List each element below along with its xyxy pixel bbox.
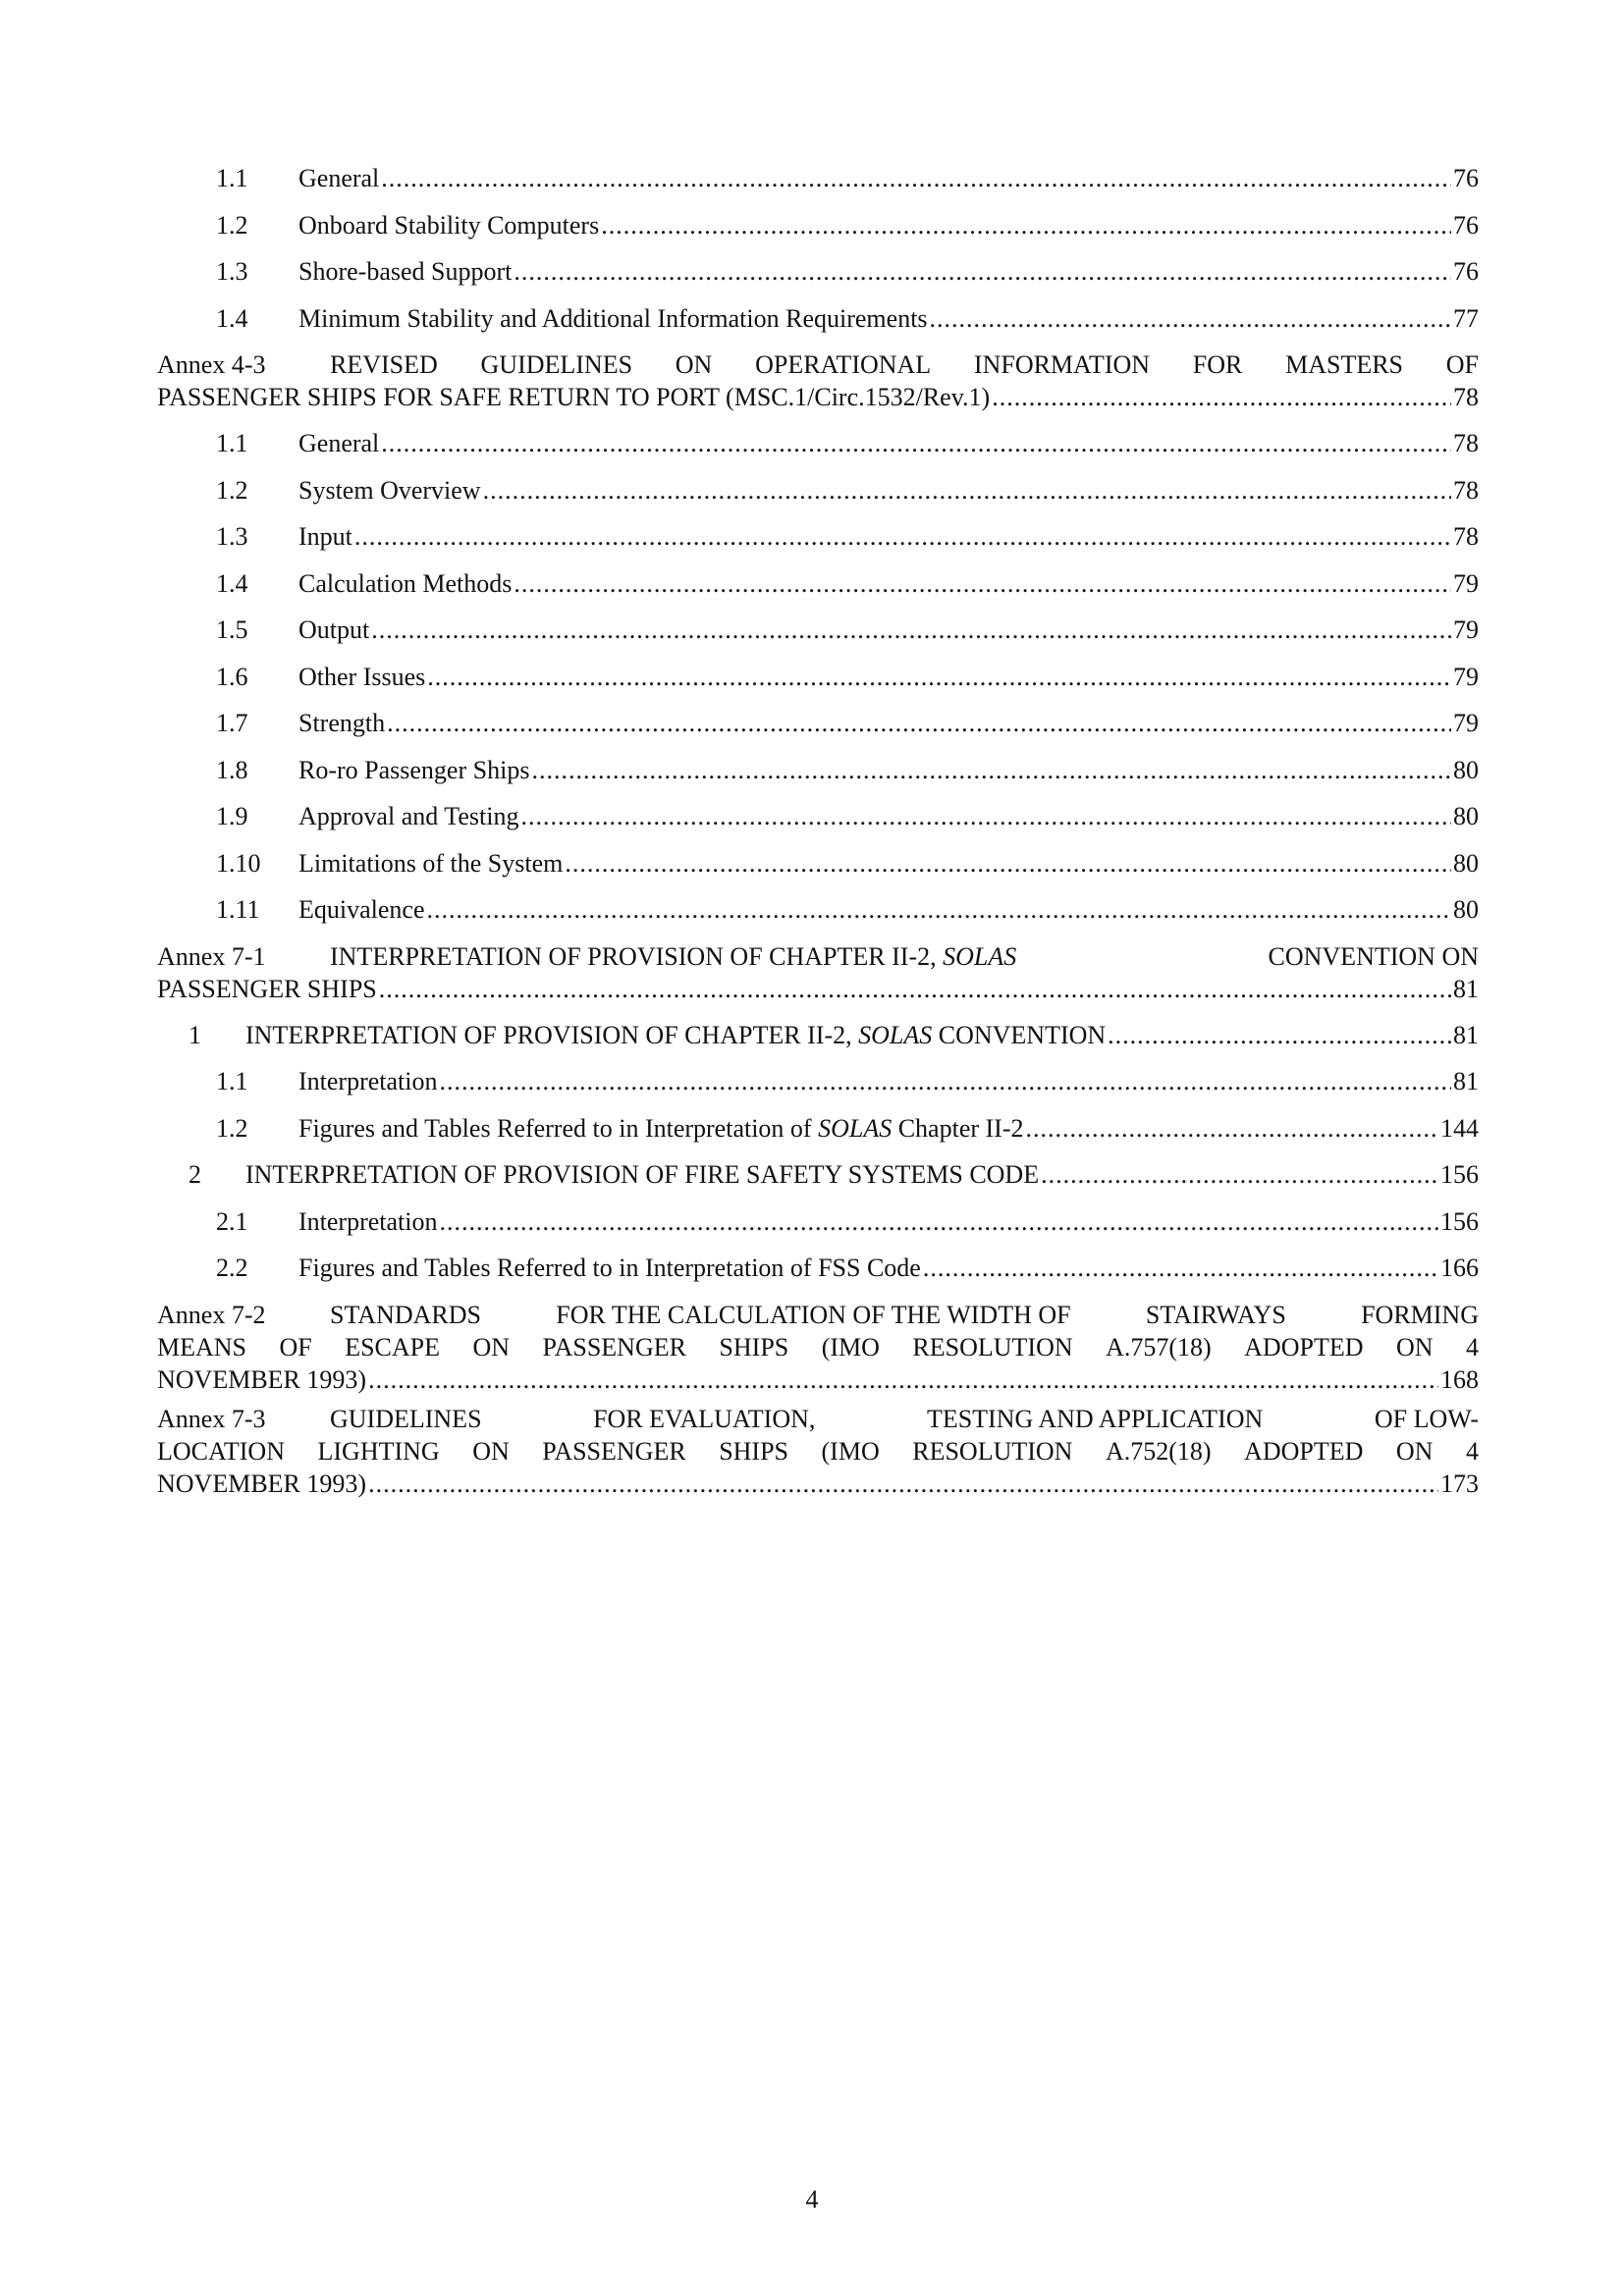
toc-entry-annex-7-1[interactable]: [157, 940, 1479, 1005]
heading-word: OF: [1445, 350, 1479, 379]
page-number: 78: [1453, 383, 1479, 411]
heading-word: STANDARDS: [330, 1300, 481, 1329]
heading-word: PASSENGER: [542, 1332, 686, 1362]
annex-heading-line-2: PASSENGER SHIPS FOR SAFE RETURN TO PORT (MSC.1/Circ.1532/Rev.1): [157, 383, 991, 411]
page-number: 81: [1453, 1020, 1479, 1049]
dot-leader: [354, 513, 1451, 561]
section-number: 1.1: [216, 429, 248, 457]
dot-leader: [1026, 1105, 1439, 1152]
dot-leader: [923, 1245, 1438, 1292]
dot-leader: [483, 467, 1451, 514]
annex-heading-line-1: [330, 348, 1479, 381]
heading-word: OF: [279, 1332, 312, 1362]
heading-word: LIGHTING: [317, 1436, 440, 1466]
heading-word: ON: [472, 1436, 510, 1466]
section-number: 1.8: [216, 755, 248, 784]
annex-heading-line-3: NOVEMBER 1993): [157, 1364, 367, 1394]
section-title: Minimum Stability and Additional Information Requirements: [298, 303, 928, 333]
heading-word: ADOPTED: [1244, 1436, 1364, 1466]
section-title: Output: [298, 615, 370, 644]
dot-leader: [992, 381, 1451, 413]
page-number: 79: [1453, 709, 1479, 737]
dot-leader: [440, 1058, 1452, 1105]
page-number: 156: [1440, 1160, 1479, 1189]
page-number: 81: [1453, 974, 1479, 1003]
toc-entry[interactable]: [157, 561, 1479, 608]
toc-entry-section-2[interactable]: [157, 1151, 1479, 1199]
section-number: 1.10: [216, 848, 261, 878]
page-number: 78: [1453, 475, 1479, 505]
toc-entry-annex-7-2[interactable]: [157, 1299, 1479, 1396]
page-number: 80: [1453, 755, 1479, 784]
section-title: Shore-based Support: [298, 257, 513, 286]
annex-heading-line-3: NOVEMBER 1993): [157, 1468, 367, 1498]
heading-word: FORMING: [1361, 1300, 1479, 1329]
toc-group-annex-4-2-subsections: [157, 155, 1479, 342]
toc-entry[interactable]: [157, 513, 1479, 561]
page-number: 80: [1453, 802, 1479, 830]
heading-word: GUIDELINES: [480, 350, 633, 379]
section-title: Onboard Stability Computers: [298, 210, 600, 240]
dot-leader: [371, 607, 1451, 654]
page-number: 156: [1440, 1206, 1479, 1236]
toc-entry[interactable]: [157, 654, 1479, 701]
page-number: 168: [1440, 1364, 1479, 1394]
page-number: 76: [1453, 257, 1479, 286]
heading-word: SHIPS: [719, 1436, 789, 1466]
section-title: Figures and Tables Referred to in Interpretation of SOLAS Chapter II-2: [298, 1113, 1024, 1143]
heading-word: OPERATIONAL: [755, 350, 932, 379]
section-title: Other Issues: [298, 662, 426, 691]
section-number: 1.4: [216, 303, 248, 333]
page-number: 79: [1453, 615, 1479, 644]
section-number: 1: [189, 1020, 201, 1049]
toc-entry[interactable]: [157, 202, 1479, 249]
toc-entry[interactable]: [157, 420, 1479, 467]
toc-entry[interactable]: [157, 467, 1479, 514]
section-title: Strength: [298, 709, 386, 737]
toc-entry-annex-7-3[interactable]: [157, 1403, 1479, 1500]
dot-leader: [1108, 1012, 1451, 1059]
annex-label: Annex 4-3: [157, 350, 266, 379]
dot-leader: [427, 654, 1451, 701]
annex-heading-line-2: [157, 1435, 1479, 1468]
section-number: 1.7: [216, 709, 248, 737]
toc-entry[interactable]: [157, 1245, 1479, 1292]
section-number: 1.5: [216, 615, 248, 644]
annex-heading-line-1: INTERPRETATION OF PROVISION OF CHAPTER II-2, SOLAS CONVENTION ON: [330, 941, 1479, 971]
section-number: 1.6: [216, 662, 248, 691]
toc-entry[interactable]: [157, 747, 1479, 794]
dot-leader: [514, 561, 1451, 608]
heading-word: ON: [1395, 1332, 1434, 1362]
section-title: System Overview: [298, 475, 481, 505]
page-number: 76: [1453, 164, 1479, 192]
toc-entry[interactable]: [157, 295, 1479, 343]
dot-leader: [387, 700, 1451, 747]
toc-entry[interactable]: [157, 1199, 1479, 1246]
page-number: 166: [1440, 1254, 1479, 1282]
annex-label: Annex 7-1: [157, 941, 266, 971]
toc-group-annex-4-3-subsections: [157, 420, 1479, 934]
section-number: 1.2: [216, 210, 248, 240]
section-title: General: [298, 429, 380, 457]
dot-leader: [368, 1363, 1438, 1396]
page-number-footer: 4: [805, 2185, 819, 2214]
heading-word: RESOLUTION: [912, 1332, 1073, 1362]
section-number: 1.3: [216, 522, 248, 551]
section-title: Approval and Testing: [298, 802, 519, 830]
heading-word: PASSENGER: [542, 1436, 686, 1466]
section-number: 1.11: [216, 895, 260, 924]
toc-entry-1-1[interactable]: [157, 1058, 1479, 1105]
heading-word: 4: [1465, 1436, 1479, 1466]
heading-word: ON: [472, 1332, 511, 1362]
annex-label: Annex 7-3: [157, 1404, 266, 1433]
dot-leader: [930, 295, 1451, 343]
section-number: 1.3: [216, 257, 248, 286]
annex-heading-line-1: [330, 1299, 1479, 1331]
heading-word: LOCATION: [157, 1436, 285, 1466]
section-title: Interpretation: [298, 1067, 438, 1095]
section-title: Interpretation: [298, 1206, 438, 1236]
section-title: Calculation Methods: [298, 568, 513, 598]
annex-heading-line-2: [157, 1331, 1479, 1363]
dot-leader: [520, 793, 1451, 840]
section-number: 1.2: [216, 1113, 248, 1143]
section-number: 2.2: [216, 1254, 248, 1282]
page-number: 79: [1453, 568, 1479, 598]
toc-entry[interactable]: [157, 248, 1479, 295]
section-number: 1.2: [216, 475, 248, 505]
heading-word: FOR THE CALCULATION OF THE WIDTH OF: [556, 1300, 1071, 1329]
heading-word: MEANS: [157, 1332, 247, 1362]
heading-word: A.757(18): [1106, 1332, 1212, 1362]
heading-word: ON: [1395, 1436, 1434, 1466]
toc-entry[interactable]: [157, 840, 1479, 887]
heading-word: INFORMATION: [973, 350, 1151, 379]
heading-word: STAIRWAYS: [1145, 1300, 1286, 1329]
page-number: 173: [1440, 1468, 1479, 1498]
toc-entry[interactable]: [157, 607, 1479, 654]
section-title: Input: [298, 522, 352, 551]
section-number: 1.1: [216, 164, 248, 192]
toc-entry[interactable]: [157, 155, 1479, 202]
annex-label: Annex 7-2: [157, 1300, 266, 1329]
dot-leader: [381, 155, 1451, 202]
heading-word: SHIPS: [719, 1332, 789, 1362]
section-title: Ro-ro Passenger Ships: [298, 755, 530, 784]
dot-leader: [379, 973, 1451, 1005]
annex-heading-line-1: [330, 1403, 1479, 1435]
page-number: 77: [1453, 303, 1479, 333]
page-number: 76: [1453, 210, 1479, 240]
toc-entry[interactable]: [157, 886, 1479, 934]
toc-group-section-2-subsections: [157, 1199, 1479, 1292]
heading-word: 4: [1466, 1332, 1479, 1362]
section-number: 1.9: [216, 802, 248, 830]
section-number: 2: [189, 1160, 201, 1189]
dot-leader: [1041, 1151, 1438, 1199]
toc-entry-annex-4-3[interactable]: [157, 348, 1479, 413]
table-of-contents: [157, 155, 1479, 1507]
page-number: 144: [1440, 1113, 1479, 1143]
section-title: Figures and Tables Referred to in Interpretation of FSS Code: [298, 1254, 921, 1282]
section-title: INTERPRETATION OF PROVISION OF CHAPTER II-2, SOLAS CONVENTION: [245, 1020, 1107, 1049]
section-title: Limitations of the System: [298, 848, 564, 878]
heading-word: REVISED: [330, 350, 438, 379]
dot-leader: [514, 248, 1451, 295]
dot-leader: [368, 1468, 1438, 1500]
section-number: 1.4: [216, 568, 248, 598]
page-number: 81: [1453, 1067, 1479, 1095]
heading-word: FOR EVALUATION,: [593, 1404, 816, 1433]
heading-word: ON: [675, 350, 713, 379]
toc-entry-section-1[interactable]: [157, 1012, 1479, 1059]
heading-word: ESCAPE: [345, 1332, 441, 1362]
heading-word: TESTING AND APPLICATION: [926, 1404, 1264, 1433]
heading-word: A.752(18): [1105, 1436, 1212, 1466]
annex-heading-line-2: PASSENGER SHIPS: [157, 974, 377, 1003]
heading-word: RESOLUTION: [912, 1436, 1073, 1466]
dot-leader: [601, 202, 1451, 249]
heading-word: GUIDELINES: [330, 1404, 482, 1433]
heading-word: OF LOW-: [1374, 1404, 1479, 1433]
page-number: 78: [1453, 522, 1479, 551]
heading-word: FOR: [1192, 350, 1243, 379]
toc-entry[interactable]: [157, 700, 1479, 747]
page-number: 80: [1453, 848, 1479, 878]
section-title: General: [298, 164, 380, 192]
toc-entry[interactable]: [157, 793, 1479, 840]
page-number: 79: [1453, 662, 1479, 691]
section-title: Equivalence: [298, 895, 425, 924]
dot-leader: [565, 840, 1451, 887]
dot-leader: [531, 747, 1451, 794]
dot-leader: [427, 886, 1452, 934]
toc-entry-1-2[interactable]: [157, 1105, 1479, 1152]
page-number: 78: [1453, 429, 1479, 457]
heading-word: ADOPTED: [1244, 1332, 1364, 1362]
section-number: 1.1: [216, 1067, 248, 1095]
dot-leader: [381, 420, 1451, 467]
heading-word: MASTERS: [1285, 350, 1404, 379]
section-number: 2.1: [216, 1206, 248, 1236]
dot-leader: [440, 1199, 1439, 1246]
heading-word: (IMO: [821, 1436, 880, 1466]
page-number: 80: [1453, 895, 1479, 924]
heading-word: (IMO: [821, 1332, 880, 1362]
section-title: INTERPRETATION OF PROVISION OF FIRE SAFETY SYSTEMS CODE: [245, 1160, 1040, 1189]
